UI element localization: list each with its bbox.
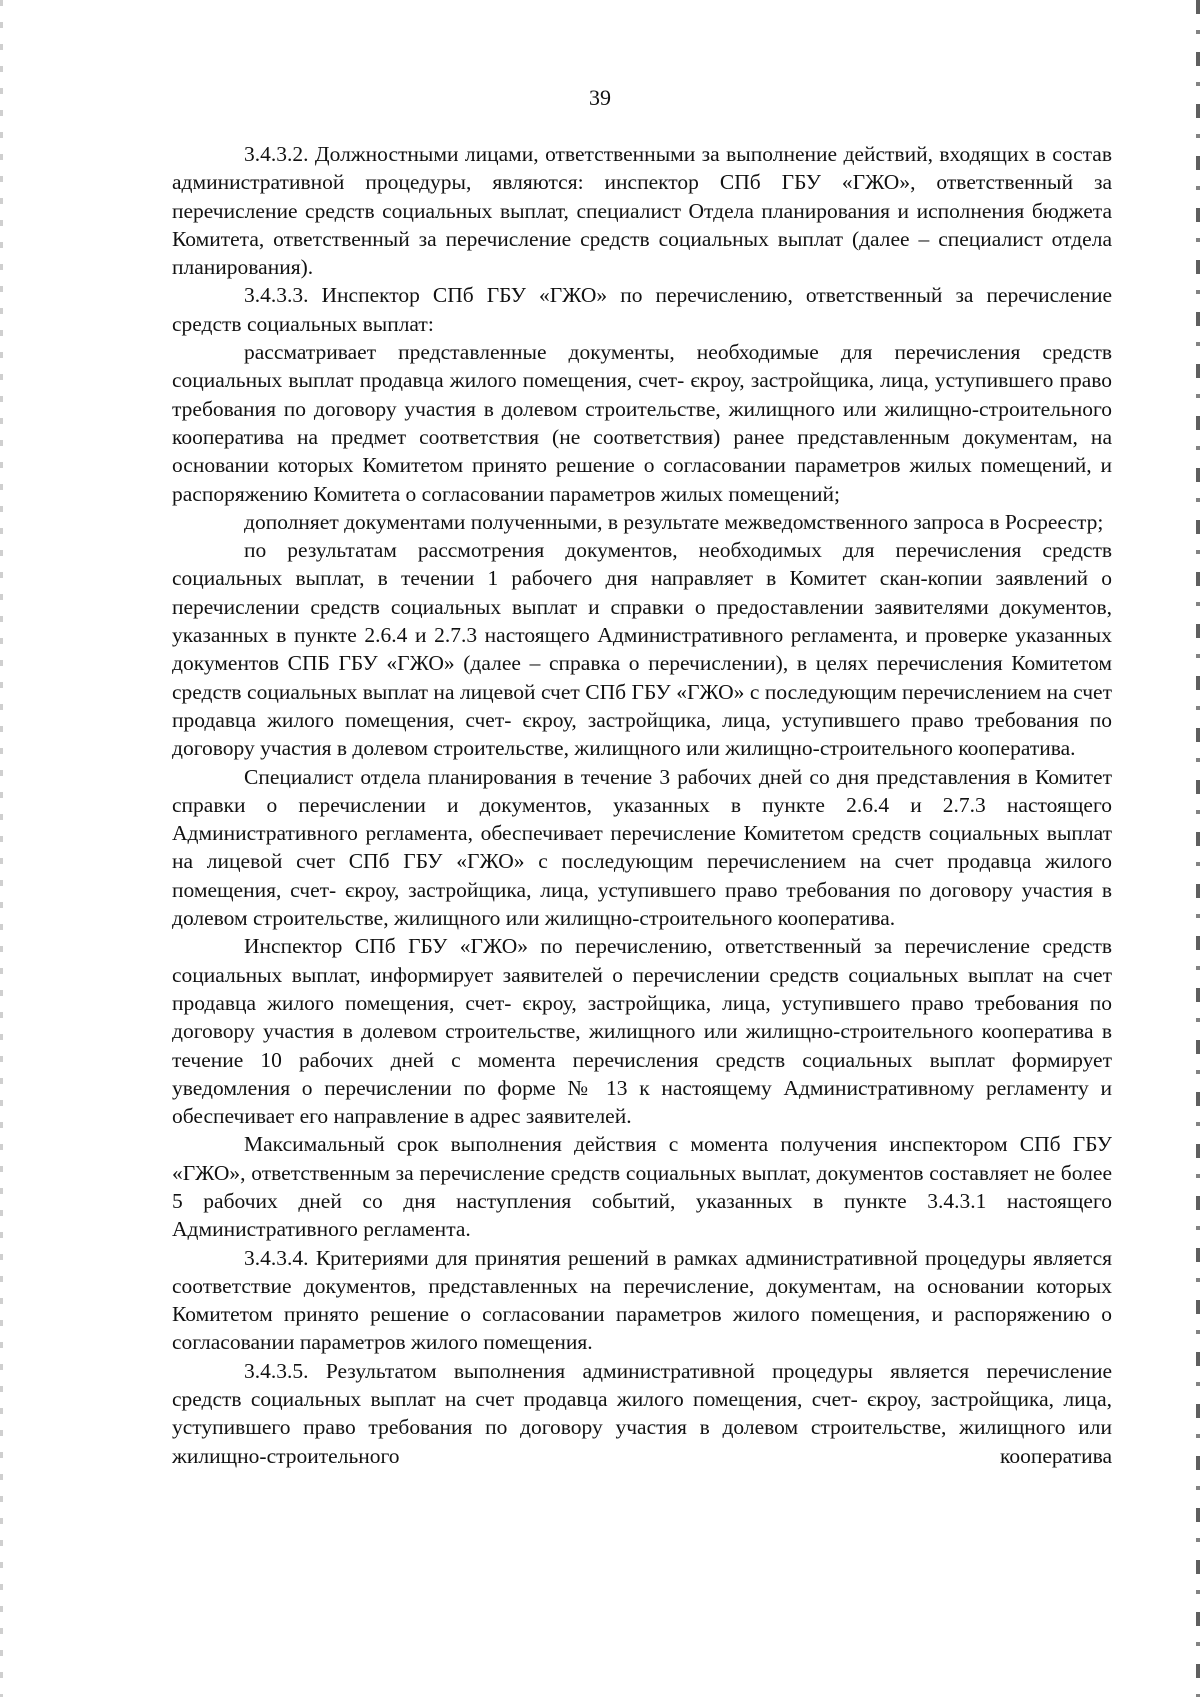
paragraph-planning-specialist: Специалист отдела планирования в течение 3 рабочих дней со дня представления в Комитет справки о перечислении и документов, указанных в пункте 2.6.4 и 2.7.3 настоящего Административного регламента, обеспечивает перечисление Комитетом средств социальных выплат на лицевой счет СПб ГБУ «ГЖО» с последующим перечислением на счет продавца жилого помещения, счет- єкроу, застройщика, лица, уступившего право требования по договору участия в долевом строительстве, жилищного или жилищно-строительного кооператива.	[172, 764, 1112, 931]
paragraph-3-4-3-2: 3.4.3.2. Должностными лицами, ответственными за выполнение действий, входящих в состав административной процедуры, являются: инспектор СПб ГБУ «ГЖО», ответственный за перечисление средств социальных выплат, специалист Отдела планирования и исполнения бюджета Комитета, ответственный за перечисление средств социальных выплат (далее – специалист отдела планирования).	[172, 142, 1112, 280]
paragraph-reviews-documents: рассматривает представленные документы, необходимые для перечисления средств социальных выплат продавца жилого помещения, счет- єкроу, застройщика, лица, уступившего право требования по договору участия в долевом строительстве, жилищного или жилищно-строительного кооператива на предмет соответствия (не соответствия) ранее представленным документам, на основании которых Комитетом принято решение о согласовании параметров жилых помещений, и распоряжению Комитета о согласовании параметров жилых помещений;	[172, 340, 1112, 506]
document-body	[172, 140, 1112, 1470]
paragraph-inspector-informs: Инспектор СПб ГБУ «ГЖО» по перечислению, ответственный за перечисление средств социальных выплат, информирует заявителей о перечислении средств социальных выплат на счет продавца жилого помещения, счет- єкроу, застройщика, лица, уступившего право требования по договору участия в долевом строительстве, жилищного или жилищно-строительного кооператива в течение 10 рабочих дней с момента перечисления средств социальных выплат формирует уведомления о перечислении по форме № 13 к настоящему Административному регламенту и обеспечивает его направление в адрес заявителей.	[172, 934, 1112, 1129]
page-number: 39	[589, 85, 611, 110]
paragraph-supplements-documents: дополняет документами полученными, в результате межведомственного запроса в Росреестр;	[244, 509, 1104, 534]
paragraph-review-results: по результатам рассмотрения документов, необходимых для перечисления средств социальных выплат, в течении 1 рабочего дня направляет в Комитет скан-копии заявлений о перечислении средств социальных выплат и справки о предоставлении заявителями документов, указанных в пункте 2.6.4 и 2.7.3 настоящего Административного регламента, и проверке указанных документов СПБ ГБУ «ГЖО» (далее – справка о перечислении), в целях перечисления Комитетом средств социальных выплат на лицевой счет СПб ГБУ «ГЖО» с последующим перечислением на счет продавца жилого помещения, счет- єкроу, застройщика, лица, уступившего право требования по договору участия в долевом строительстве, жилищного или жилищно-строительного кооператива.	[172, 538, 1112, 761]
scan-edge-right	[1196, 0, 1200, 1697]
paragraph-3-4-3-5: 3.4.3.5. Результатом выполнения административной процедуры является перечисление средств социальных выплат на счет продавца жилого помещения, счет- єкроу, застройщика, лица, уступившего право требования по договору участия в долевом строительстве, жилищного или жилищно-строительного кооператива	[172, 1358, 1112, 1468]
scan-edge-left	[0, 0, 3, 1697]
paragraph-3-4-3-4: 3.4.3.4. Критериями для принятия решений в рамках административной процедуры является соответствие документов, представленных на перечисление, документам, на основании которых Комитетом принято решение о согласовании параметров жилого помещения, и распоряжению о согласовании параметров жилого помещения.	[172, 1245, 1112, 1355]
paragraph-maximum-term: Максимальный срок выполнения действия с момента получения инспектором СПб ГБУ «ГЖО», ответственным за перечисление средств социальных выплат, документов составляет не более 5 рабочих дней со дня наступления событий, указанных в пункте 3.4.3.1 настоящего Административного регламента.	[172, 1132, 1112, 1242]
paragraph-3-4-3-3: 3.4.3.3. Инспектор СПб ГБУ «ГЖО» по перечислению, ответственный за перечисление средств социальных выплат:	[172, 283, 1112, 336]
